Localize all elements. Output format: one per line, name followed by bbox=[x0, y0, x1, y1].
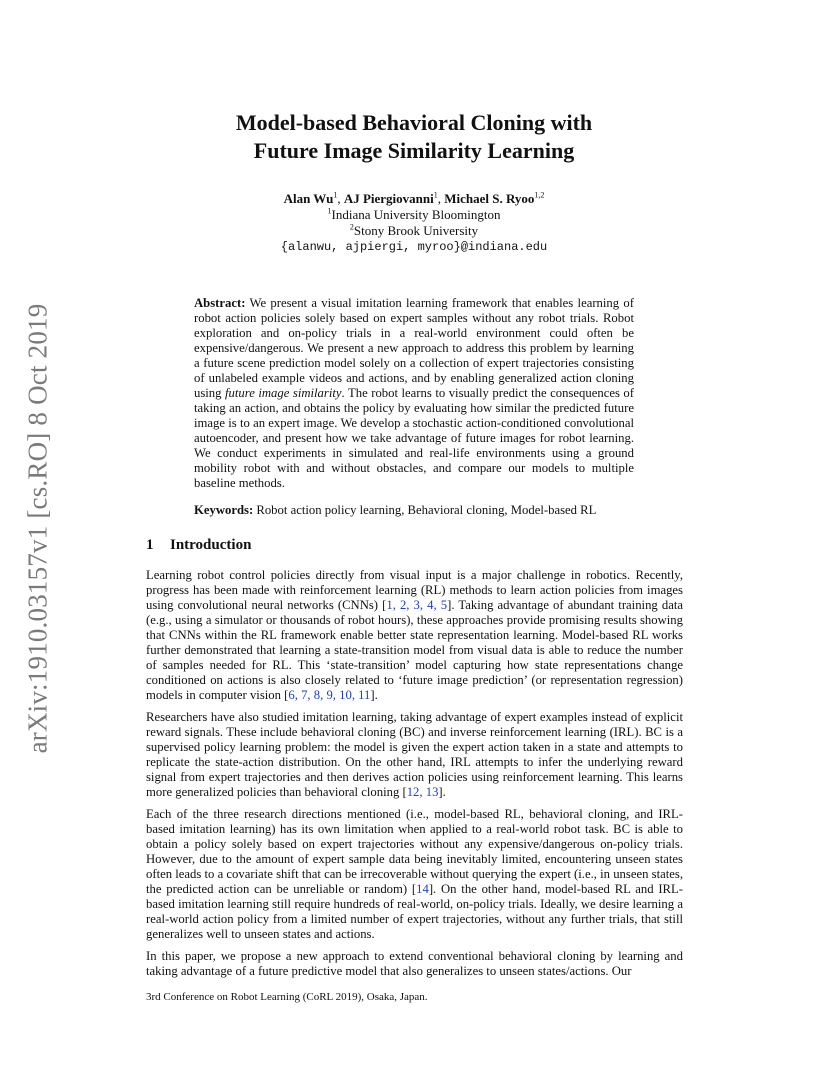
title-line-1: Model-based Behavioral Cloning with bbox=[235, 110, 593, 135]
author-block bbox=[0, 191, 828, 255]
body-text bbox=[146, 568, 683, 986]
affiliation-1-marker: 1 bbox=[327, 206, 332, 216]
keywords bbox=[194, 503, 634, 518]
citation-link[interactable]: 14 bbox=[416, 882, 429, 896]
author-emails: {alanwu, ajpiergi, myroo}@indiana.edu bbox=[280, 240, 548, 254]
p1-text-c: ]. bbox=[370, 688, 378, 702]
affiliation-2 bbox=[0, 223, 828, 239]
citation-link[interactable]: 12, 13 bbox=[406, 785, 439, 799]
author-names: Alan Wu$^1$, AJ Piergiovanni$^1$, Michael S. Ryoo$^{1,2}$ bbox=[283, 190, 545, 206]
abstract bbox=[194, 296, 634, 518]
author-3: Michael S. Ryoo bbox=[444, 191, 535, 206]
affiliation-1 bbox=[0, 207, 828, 223]
affiliation-2-marker: 2 bbox=[349, 222, 354, 232]
author-1-affil: 1 bbox=[333, 190, 338, 200]
author-2-affil: 1 bbox=[433, 190, 438, 200]
paragraph-2 bbox=[146, 710, 683, 800]
arxiv-id-text: arXiv:1910.03157v1 [cs.RO] 8 Oct 2019 bbox=[22, 303, 53, 753]
abstract-label: Abstract: bbox=[194, 296, 246, 310]
paragraph-1 bbox=[146, 568, 683, 703]
affiliation-2-text: Stony Brook University bbox=[353, 223, 479, 238]
section-title: Introduction bbox=[170, 537, 252, 553]
author-1: Alan Wu bbox=[283, 191, 334, 206]
p3-text-b: ]. On the other hand, model-based RL and IRL-based imitation learning still require hundreds of real-world, on-policy trials. Ideally, we desire learning a real-world action policy from a limited number of expert trajectories, without any further trials, that still generalizes well to unseen states and actions. bbox=[146, 882, 683, 941]
paragraph-4: In this paper, we propose a new approach to extend conventional behavioral cloning by learning and taking advantage of a future predictive model that also generalizes to unseen states/actions. Our bbox=[146, 949, 683, 978]
citation-link[interactable]: 6, 7, 8, 9, 10, 11 bbox=[288, 688, 371, 702]
affiliation-1-text: Indiana University Bloomington bbox=[331, 207, 501, 222]
p2-text-a: Researchers have also studied imitation learning, taking advantage of expert examples instead of explicit reward signals. These include behavioral cloning (BC) and inverse reinforcement learning (IRL). BC is a supervised policy learning problem: the model is given the expert action taken in a state and attempts to replicate the state-action distribution. On the other hand, IRL attempts to infer the underlying reward signal from expert trajectories and then derives action policies using reinforcement learning. This learns more generalized policies than behavioral cloning [ bbox=[146, 710, 683, 799]
author-3-affil: 1,2 bbox=[534, 190, 545, 200]
author-2: AJ Piergiovanni bbox=[343, 191, 434, 206]
section-number: 1 bbox=[146, 537, 154, 553]
paragraph-3 bbox=[146, 807, 683, 942]
abstract-text-2: . The robot learns to visually predict the consequences of taking an action, and obtains the policy by evaluating how similar the predicted future image is to an expert image. We develop a stochastic action-conditioned convolutional autoencoder, and present how we take advantage of future images for robot learning. We conduct experiments in simulated and real-life environments using a ground mobility robot with and without obstacles, and compare our models to multiple baseline methods. bbox=[194, 386, 634, 490]
conference-footnote: 3rd Conference on Robot Learning (CoRL 2019), Osaka, Japan. bbox=[146, 991, 428, 1003]
p3-text-a: Each of the three research directions mentioned (i.e., model-based RL, behavioral cloning, and IRL-based imitation learning) has its own limitation when applied to a real-world robot task. BC is able to obtain a policy solely based on expert trajectories without any expensive/dangerous on-policy trials. However, due to the amount of expert sample data being inevitably limited, encountering unseen states often leads to a covariate shift that can be irrecoverable without querying the expert (i.e., in unseen states, the predicted action can be unreliable or random) [ bbox=[146, 807, 683, 896]
p2-text-b: ]. bbox=[438, 785, 446, 799]
abstract-text-1: We present a visual imitation learning framework that enables learning of robot action policies solely based on expert samples without any robot trials. Robot exploration and on-policy trials in a real-world environment could often be expensive/dangerous. We present a new approach to address this problem by learning a future scene prediction model solely on a collection of expert trajectories consisting of unlabeled example videos and actions, and by enabling generalized action cloning using bbox=[194, 296, 634, 400]
p1-text-b: ]. Taking advantage of abundant training data (e.g., using a simulator or thousands of robot hours), these approaches provide promising results showing that CNNs within the RL framework enable better state representation learning. Model-based RL works further demonstrated that learning a state-transition model from visual data is able to reduce the number of samples needed for RL. This ‘state-transition’ model capturing how state representations change conditioned on actions is also closely related to ‘future image prediction’ (or representation regression) models in computer vision [ bbox=[146, 598, 683, 702]
keywords-text: Robot action policy learning, Behavioral cloning, Model-based RL bbox=[256, 503, 597, 517]
citation-link[interactable]: 1, 2, 3, 4, 5 bbox=[386, 598, 448, 612]
p1-text-a: Learning robot control policies directly from visual input is a major challenge in robotics. Recently, progress has been made with reinforcement learning (RL) methods to learn action policies from images using convolutional neural networks (CNNs) [ bbox=[146, 568, 683, 612]
arxiv-identifier bbox=[14, 297, 62, 759]
section-heading bbox=[146, 537, 251, 554]
title-line-2: Future Image Similarity Learning bbox=[253, 138, 575, 163]
keywords-label: Keywords: bbox=[194, 503, 254, 517]
abstract-body bbox=[194, 296, 634, 491]
paper-title bbox=[0, 109, 828, 165]
abstract-italic: future image similarity bbox=[225, 386, 342, 400]
